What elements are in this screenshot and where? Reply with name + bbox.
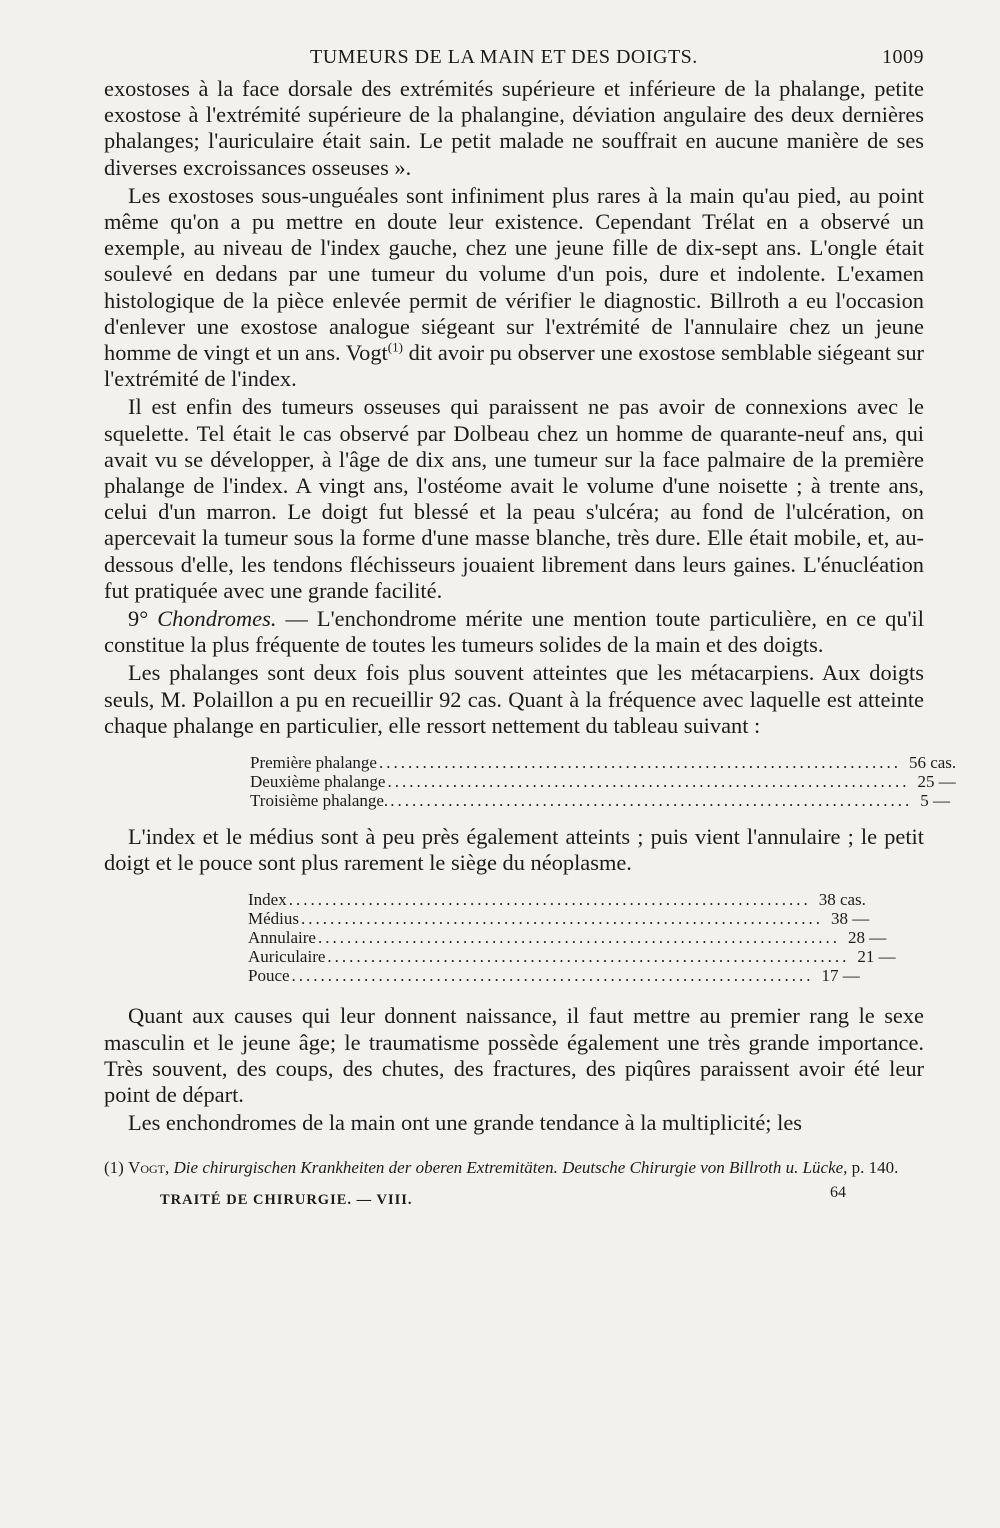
row-label: Première phalange <box>250 753 377 773</box>
dot-leader: ........................................................................ <box>301 909 823 929</box>
page-footer <box>104 1184 924 1224</box>
dot-leader: ........................................................................ <box>387 772 910 792</box>
footnote-reference: (1) <box>387 339 403 355</box>
table-row <box>250 791 950 811</box>
section-number: 9° <box>128 606 158 632</box>
phalanges-table <box>250 753 957 811</box>
footnote-work: Die chirurgischen Krankheiten der oberen Extremitäten. Deutsche Chirurgie von Billroth u. Lücke, <box>173 1157 848 1177</box>
row-value: 25 — <box>917 772 956 792</box>
running-title: TUMEURS DE LA MAIN ET DES DOIGTS. <box>310 46 698 68</box>
row-value: 28 — <box>847 928 887 948</box>
paragraph: exostoses à la face dorsale des extrémités supérieure et inférieure de la phalange, petite exostose à l'extrémité supérieure de la phalangine, déviation angulaire des deux dernières phalanges; l'auriculaire était sain. Le petit malade ne souffrait en aucune manière de ses diverses excroissances osseuses ». <box>104 76 924 180</box>
table-row <box>248 890 866 910</box>
row-value: 5 — <box>920 791 950 811</box>
section-heading: Chondromes. <box>157 606 277 632</box>
table-row <box>248 966 860 986</box>
paragraph: Les phalanges sont deux fois plus souvent atteintes que les métacarpiens. Aux doigts seuls, M. Polaillon a pu en recueillir 92 cas. Quant à la fréquence avec laquelle est atteinte chaque phalange en particulier, elle ressort nettement du tableau suivant : <box>104 660 924 738</box>
body-text <box>104 76 957 1137</box>
row-label: Index <box>248 890 287 910</box>
table-row <box>248 928 887 948</box>
row-value: 38 cas. <box>818 890 866 910</box>
table-row <box>250 772 956 792</box>
page-number: 1009 <box>882 46 924 68</box>
footnote-marker: (1) <box>104 1157 124 1177</box>
row-label: Deuxième phalange <box>250 772 386 792</box>
paragraph: L'index et le médius sont à peu près également atteints ; puis vient l'annulaire ; le petit doigt et le pouce sont plus rarement le siège du néoplasme. <box>104 824 924 876</box>
dot-leader: ........................................................................ <box>390 791 913 811</box>
footnote-pages: p. 140. <box>847 1157 899 1177</box>
row-value: 17 — <box>821 966 860 986</box>
paragraph: Les enchondromes de la main ont une grande tendance à la multiplicité; les <box>128 1110 802 1136</box>
dot-leader: ........................................................................ <box>288 890 811 910</box>
row-label: Troisième phalange. <box>250 791 389 811</box>
table-row <box>250 753 957 773</box>
row-label: Auriculaire <box>248 947 326 967</box>
row-label: Pouce <box>248 966 290 986</box>
row-value: 38 — <box>831 909 870 929</box>
paragraph: Quant aux causes qui leur donnent naissance, il faut mettre au premier rang le sexe masculin et le jeune âge; le traumatisme possède également une très grande importance. Très souvent, des coups, des chutes, des fractures, des piqûres paraissent avoir été leur point de départ. <box>104 1003 924 1108</box>
footnote-author: Vogt, <box>128 1157 170 1177</box>
row-value: 21 — <box>857 947 896 967</box>
doigts-table <box>248 890 896 986</box>
table-row <box>248 947 896 967</box>
signature-mark: 64 <box>830 1183 846 1201</box>
dot-leader: ........................................................................ <box>378 753 901 773</box>
running-head <box>104 40 924 76</box>
paragraph <box>104 606 924 658</box>
paragraph-text: Les exostoses sous-unguéales sont infiniment plus rares à la main qu'au pied, au point même qu'on a pu mettre en doute leur existence. Cependant Trélat en a observé un exemple, au niveau de l'index gauche, chez une jeune fille de dix-sept ans. L'ongle était soulevé en dedans par une tumeur du volume d'un pois, dure et indolente. L'examen histologique de la pièce enlevée permit de vérifier le diagnostic. Billroth a eu l'occasion d'enlever une exostose analogue siégeant sur l'extrémité de l'annulaire chez un jeune homme de vingt et un ans. Vogt <box>104 182 924 366</box>
paragraph-text: — L'enchondrome mérite une mention toute particulière, en ce qu'il constitue la plus fréquente de toutes les tumeurs solides de la main et des doigts. <box>104 606 924 658</box>
row-label: Annulaire <box>248 928 316 948</box>
dot-leader: ........................................................................ <box>327 947 850 967</box>
paragraph: Il est enfin des tumeurs osseuses qui paraissent ne pas avoir de connexions avec le squelette. Tel était le cas observé par Dolbeau chez un homme de quarante-neuf ans, qui avait vu se développer, à l'âge de dix ans, une tumeur sur la face palmaire de la première phalange de l'index. A vingt ans, l'ostéome avait le volume d'une noisette ; à trente ans, celui d'un marron. Le doigt fut blessé et la peau s'ulcéra; au fond de l'ulcération, on apercevait la tumeur sous la forme d'une masse blanche, très dure. Elle était mobile, et, au-dessous d'elle, les tendons fléchisseurs jouaient librement dans leurs gaines. L'énucléation fut pratiquée avec une grande facilité. <box>104 394 924 603</box>
row-label: Médius <box>248 909 299 929</box>
page <box>104 40 957 1224</box>
book-title: TRAITÉ DE CHIRURGIE. — VIII. <box>160 1191 413 1208</box>
paragraph-text: dit avoir pu observer une exostose semblable siégeant sur l'extrémité de l'index. <box>104 340 924 392</box>
footnote <box>104 1157 924 1178</box>
row-value: 56 cas. <box>908 753 957 773</box>
table-row <box>248 909 870 929</box>
dot-leader: ........................................................................ <box>317 928 840 948</box>
dot-leader: ........................................................................ <box>291 966 814 986</box>
paragraph <box>104 183 924 393</box>
